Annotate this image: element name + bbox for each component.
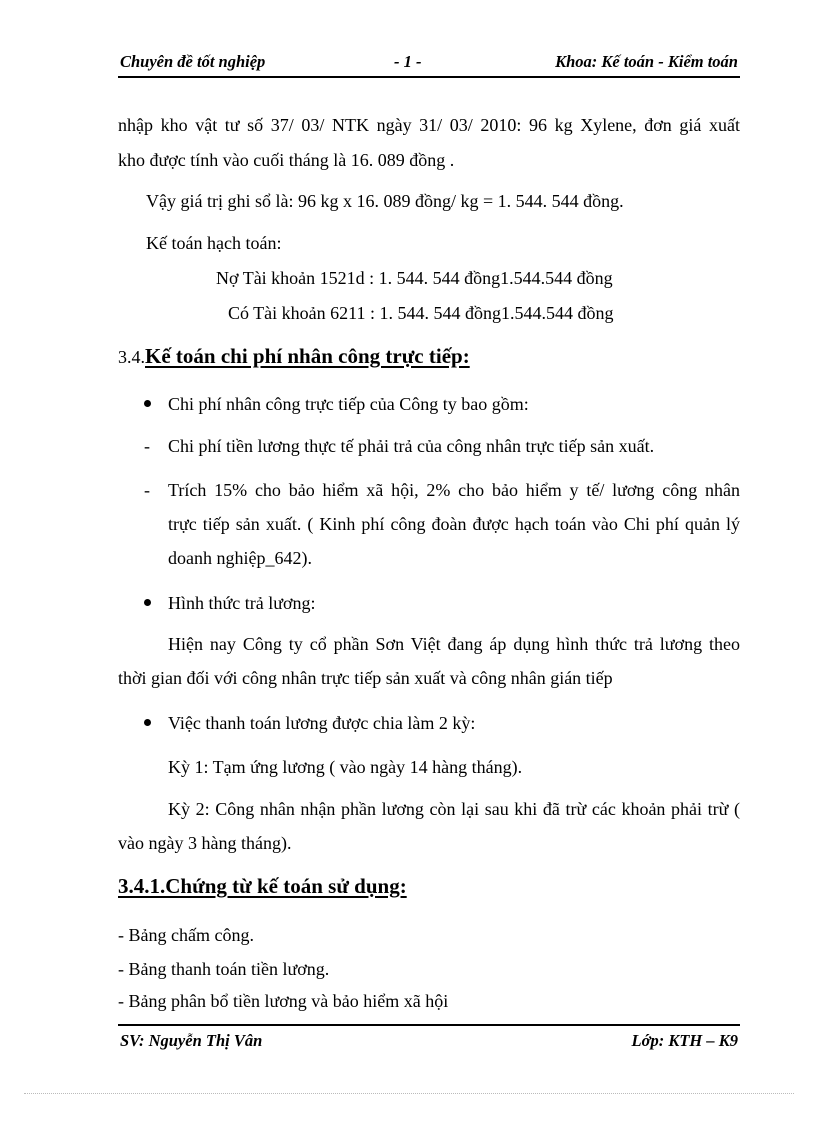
bullet-item: Hình thức trả lương:: [168, 593, 316, 613]
paragraph-line: Hiện nay Công ty cổ phần Sơn Việt đang áp dụng hình thức trả lương theo: [168, 634, 740, 654]
dash-item-line: trực tiếp sản xuất. ( Kinh phí công đoàn được hạch toán vào Chi phí quản lý: [168, 514, 740, 534]
section-title: Kế toán chi phí nhân công trực tiếp:: [145, 344, 470, 368]
page-bottom-divider: [24, 1093, 794, 1094]
dash-icon: -: [144, 480, 150, 500]
bullet-item: Chi phí nhân công trực tiếp của Công ty bao gồm:: [168, 394, 529, 414]
footer-student-name: SV: Nguyễn Thị Vân: [120, 1031, 263, 1050]
footer-class: Lớp: KTH – K9: [631, 1031, 738, 1050]
page-footer: [118, 1024, 740, 1052]
journal-entry-debit: Nợ Tài khoản 1521d : 1. 544. 544 đồng1.544.544 đồng: [216, 268, 613, 288]
paragraph-line: vào ngày 3 hàng tháng).: [118, 833, 292, 853]
list-item: - Bảng thanh toán tiền lương.: [118, 959, 330, 979]
bullet-icon: [144, 400, 151, 407]
subsection-heading: 3.4.1.Chứng từ kế toán sử dụng:: [118, 874, 407, 898]
journal-entry-credit: Có Tài khoản 6211 : 1. 544. 544 đồng1.544.544 đồng: [228, 303, 614, 323]
dash-item: Chi phí tiền lương thực tế phải trả của công nhân trực tiếp sản xuất.: [168, 436, 655, 456]
paragraph-line: Kế toán hạch toán:: [146, 233, 282, 253]
paragraph-line: Vậy giá trị ghi sổ là: 96 kg x 16. 089 đồng/ kg = 1. 544. 544 đồng.: [146, 191, 624, 211]
paragraph-line: thời gian đối với công nhân trực tiếp sản xuất và công nhân gián tiếp: [118, 668, 613, 688]
page-header: [118, 50, 740, 78]
bullet-icon: [144, 719, 151, 726]
dash-item-line: Trích 15% cho bảo hiểm xã hội, 2% cho bảo hiểm y tế/ lương công nhân: [168, 480, 740, 500]
section-number: 3.4.: [118, 347, 145, 367]
list-item: - Bảng chấm công.: [118, 925, 254, 945]
dash-item-line: doanh nghiệp_642).: [168, 548, 312, 568]
paragraph-line: Kỳ 1: Tạm ứng lương ( vào ngày 14 hàng tháng).: [168, 757, 523, 777]
paragraph-line: Kỳ 2: Công nhân nhận phần lương còn lại sau khi đã trừ các khoản phải trừ (: [168, 799, 740, 819]
header-faculty: Khoa: Kế toán - Kiểm toán: [555, 52, 738, 71]
paragraph-line: nhập kho vật tư số 37/ 03/ NTK ngày 31/ 03/ 2010: 96 kg Xylene, đơn giá xuất: [118, 115, 740, 135]
list-item: - Bảng phân bổ tiền lương và bảo hiểm xã hội: [118, 991, 449, 1011]
paragraph-line: kho được tính vào cuối tháng là 16. 089 đồng .: [118, 150, 455, 170]
header-page-number: - 1 -: [394, 52, 422, 71]
dash-icon: -: [144, 436, 150, 456]
bullet-item: Việc thanh toán lương được chia làm 2 kỳ:: [168, 713, 476, 733]
section-heading: [118, 344, 470, 369]
header-thesis-label: Chuyên đề tốt nghiệp: [120, 52, 266, 71]
bullet-icon: [144, 599, 151, 606]
